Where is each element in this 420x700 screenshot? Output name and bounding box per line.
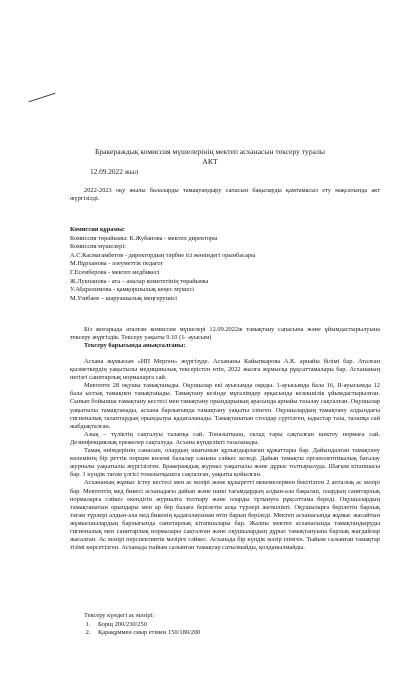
commission-block xyxy=(70,226,370,303)
commission-member: М.Нұрханова - әлеуметтік педагог xyxy=(70,260,164,268)
findings-paragraph: Асхананың жұмыс істеу кестесі мен ас мәзірі және құзыретті мекемелермен бекітілген 2 апталық ас мәзірі бар. Мектептің мед бикесі асханадағы дайын және шикі тағамдардың алдын-ала бақылап, олардың санитарлық нормаларға сәйкес екендігін журналға толтыру және оларды тұтынуға рұқсаттама береді. Оқушылардың тамақтанатын орындары мен ар бер балаға берілетін асқа түрлері жеткілікті. Оқушыларға берілетін барлық тағам түрлері алдын-ала мед.бикенің қадағалауынан өтіп барып беріледі. Мектеп асханасында жұмыс жасайтын жұмысшылардың барлығында санитарлық кітапшалары бар. Жалпы мектеп асханасында тамақтандыруды гигиеналық мен санитарлық нормалары сақталған және оқушылардың дұрыс тамақтануына барлық жағдайлар жасалған. Ас мәзірі перспективтік мәзірге сәйкес. Асханада бір күндік мәзір ілінген. Тыйым салынған тамақтар тізімі көрсетілген. Асханада тыйым салынған тамақтар сатылмайды, қолданылмайды. xyxy=(70,479,380,552)
commission-member: А.С.Касмагамбетов - директордың тәрбие ісі жөніндегі орынбасары xyxy=(70,251,256,259)
document-subtitle-act: АКТ xyxy=(202,157,218,166)
findings-paragraph: Тамақ өнімдерінің санасын, олардың шығынын құлыпдырлаған құжаттары бар. Дайындалған тамақтану көлемінің бір реттік порция көлемі балалар санына сәйкес келеді. Дайын тамақты органолептикалық бағалау журналы уақытылы жүргізілген. Бракераждық журнал уақытылы және дұрыс толтырылуда. Шағым кітапшасы бар. 1 күндік тағам үлгісі тоназытқышта сақталған, уақыты қойылған. xyxy=(70,447,380,479)
findings-paragraph: Мектепте 28 оқушы тамақтанады. Оқушылар екі ауысымда оқиды. 1-ауысымда бала 16, ІІ-ауысымда 12 бала ыстық тамақпен тамақтанады. Тамақтану кезінде мұғалімдер әрқасында кезекшілік ұйымдастырылған. Сынып бойынша тамақтану кестесі мен тамақтану орындарының арасында арнайы тазалау сақталған. Оқушылар уақытылы тамақтанады, асхана барлығында тамақтану уақыты ілінген. Оқушылардың тамақтану алдындағы гигиеналық талаптардың орындалуы қадағаланады. Тамақтанатын столдар сүртілген, ыдыстар таза, талапқа сай жабдықталған. xyxy=(70,382,381,430)
findings-paragraph: Асхана жұмысын «ИП Мерген» жүргізуде. Асхананы Кайыпкарова А.К. арнайы білімі бар. Аталған қызметкердің уақытылы медициналық тексерістен өтіп, 2022 жылға жұмысқа рұқсаттамалары бар. Асхананың негізгі санитарлық нормаларға сай. xyxy=(70,358,380,382)
commission-heading: Комиссия құрамы: xyxy=(70,226,125,233)
menu-item: 2. Қарақұммен сиыр етімен 150/180/200 xyxy=(92,629,370,638)
menu-list xyxy=(70,621,370,638)
pen-mark xyxy=(29,93,56,103)
commission-member: М.Узибаев – шаруашылық меңгерушісі xyxy=(70,294,178,302)
commission-member: Г.Есемберова - мектеп медбикесі xyxy=(70,268,160,276)
document-date: 12.09.2022 жыл xyxy=(90,167,139,176)
section-heading: Тексеру барысында анықталғаны: xyxy=(84,342,186,350)
result-paragraph: Біз жоғарыда аталған комиссия мүшелері 12.09.2022ж тамақтану сапасына және ұйымдастырылуына тексеру жүргіздік. Тексеру уақыты 9.10 (1- ауысым) xyxy=(70,326,380,342)
menu-item: 1. Борщ 200/230/250 xyxy=(92,621,370,630)
commission-members-label: Комиссия мүшелері: xyxy=(70,243,126,251)
inspection-result-block xyxy=(70,326,380,350)
commission-member: У.Абдрахимова - қамқоршылық кеңес мүшесі xyxy=(70,286,194,294)
menu-intro: Тексеру күндегі ас мәзірі: xyxy=(84,612,155,619)
findings-body xyxy=(70,358,380,552)
commission-member: Ж.Лукпанова - ата – аналар комитетінің төрайымы xyxy=(70,277,209,285)
menu-block xyxy=(70,612,370,638)
document-title: Бракераждық комиссия мүшелерінің мектеп асханасын тексеру туралы xyxy=(95,147,325,156)
commission-chair: Комиссия төрайымы: К.Жубанова - мектеп директоры xyxy=(70,234,218,242)
intro-paragraph: 2022-2023 оқу жылы балаларды тамақтандыру сапасын бақылауды қамтамасыз ету мақсатында акт жүргізілді. xyxy=(70,187,380,203)
findings-paragraph: Азық – түліктің сақталуы талапқа сай. Тоназытқыш, склад тары сақталған шектеу нормаға сай. Дезинфекциялық ережелер сақталуда. Асхана күнделікті тазаланады. xyxy=(70,430,380,446)
